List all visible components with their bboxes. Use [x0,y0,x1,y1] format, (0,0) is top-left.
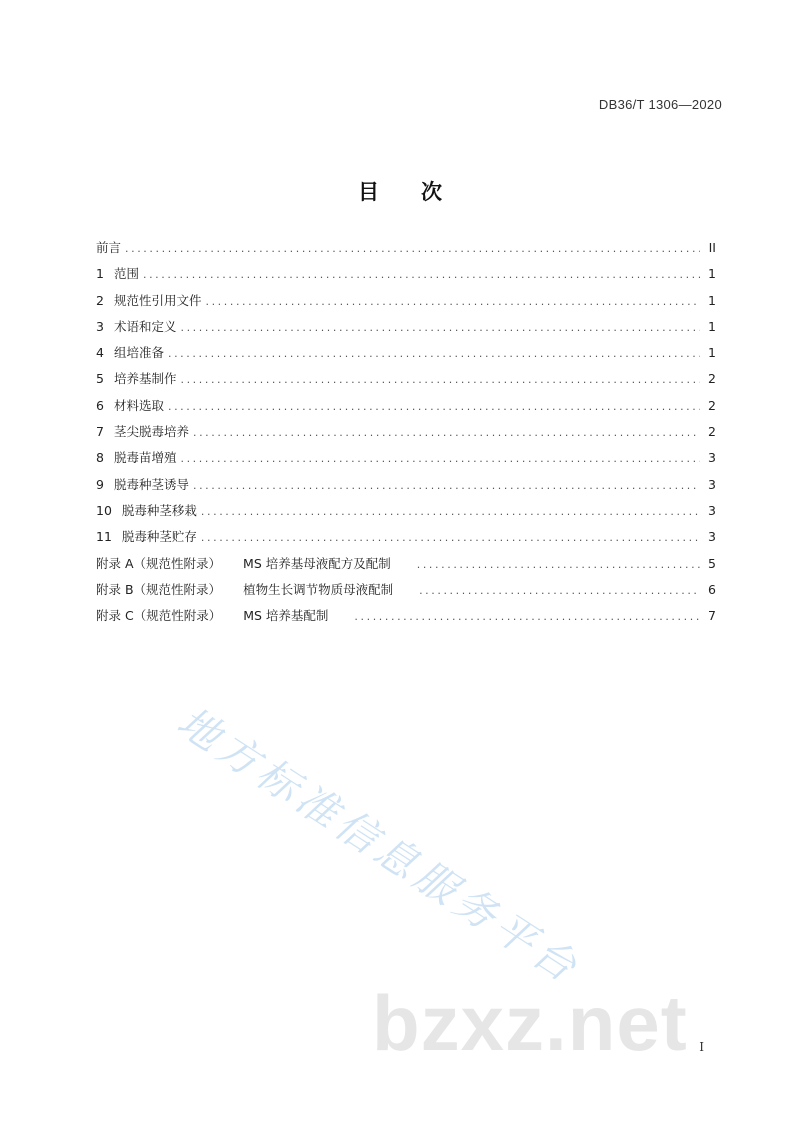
toc-page: 6 [708,581,716,597]
toc-entry-appendix-a[interactable] [96,554,716,580]
toc-number: 10 [96,502,112,518]
toc-label: 附录 B（规范性附录） [96,581,222,597]
toc-label: 茎尖脱毒培养 [113,424,189,440]
toc-number: 6 [96,397,104,413]
toc-leader-dots [180,452,700,465]
toc-leader-dots [201,531,700,544]
toc-page: II [708,240,716,255]
toc-page: 1 [708,345,716,361]
toc-entry[interactable] [96,527,716,553]
toc-label: 范围 [113,266,139,282]
toc-page: 1 [708,292,716,308]
toc-number: 8 [96,450,104,466]
table-of-contents [96,238,716,632]
toc-page: 2 [708,397,716,413]
toc-label: 脱毒种茎贮存 [121,529,197,545]
toc-number: 7 [96,424,104,440]
toc-leader-dots [143,268,700,281]
toc-leader-dots [417,558,700,571]
toc-entry-appendix-c[interactable] [96,606,716,632]
toc-number: 2 [96,292,104,308]
toc-number: 9 [96,476,104,492]
page-title [0,176,800,206]
toc-page: 2 [708,424,716,440]
toc-appendix-title: MS 培养基配制 [243,608,329,624]
page-number: I [699,1040,704,1054]
toc-entry[interactable] [96,291,716,317]
toc-label: 附录 C（规范性附录） [96,608,222,624]
toc-page: 5 [708,555,716,571]
toc-leader-dots [419,584,700,597]
toc-entry[interactable] [96,343,716,369]
toc-leader-dots [168,347,700,360]
toc-leader-dots [168,400,700,413]
toc-page: 3 [708,450,716,466]
toc-label: 规范性引用文件 [113,292,202,308]
toc-entry[interactable] [96,238,716,264]
toc-number: 3 [96,318,104,334]
toc-label: 培养基制作 [113,371,177,387]
toc-leader-dots [193,426,700,439]
toc-label: 组培准备 [113,345,164,361]
toc-entry[interactable] [96,317,716,343]
toc-number: 4 [96,345,104,361]
toc-entry[interactable] [96,369,716,395]
toc-label: 脱毒苗增殖 [113,450,177,466]
toc-leader-dots [193,479,700,492]
toc-label: 前言 [96,240,122,255]
toc-entry[interactable] [96,501,716,527]
toc-entry[interactable] [96,396,716,422]
toc-entry[interactable] [96,422,716,448]
watermark-chinese: 地方标准信息服务平台 [168,697,590,994]
toc-page: 7 [708,608,716,624]
standard-code: DB36/T 1306—2020 [598,97,722,112]
toc-label: 脱毒种茎移栽 [121,502,197,518]
toc-entry[interactable] [96,264,716,290]
toc-page: 1 [708,318,716,334]
toc-leader-dots [354,610,700,623]
toc-label: 材料选取 [113,397,164,413]
toc-label: 脱毒种茎诱导 [113,476,189,492]
toc-page: 3 [708,502,716,518]
toc-label: 术语和定义 [113,318,177,334]
toc-appendix-title: 植物生长调节物质母液配制 [243,581,394,597]
toc-leader-dots [125,242,700,255]
toc-leader-dots [205,295,700,308]
watermark-site: bzxz.net [372,979,688,1067]
toc-leader-dots [201,505,700,518]
toc-number: 1 [96,266,104,282]
title-char-1: 目 [358,180,379,204]
toc-number: 11 [96,529,112,545]
toc-leader-dots [180,321,700,334]
toc-entry[interactable] [96,475,716,501]
toc-page: 1 [708,266,716,282]
toc-entry[interactable] [96,448,716,474]
toc-number: 5 [96,371,104,387]
toc-entry-appendix-b[interactable] [96,580,716,606]
toc-appendix-title: MS 培养基母液配方及配制 [243,555,391,571]
toc-page: 2 [708,371,716,387]
toc-page: 3 [708,529,716,545]
toc-label: 附录 A（规范性附录） [96,555,222,571]
toc-page: 3 [708,476,716,492]
title-char-2: 次 [421,180,442,204]
toc-leader-dots [180,373,700,386]
